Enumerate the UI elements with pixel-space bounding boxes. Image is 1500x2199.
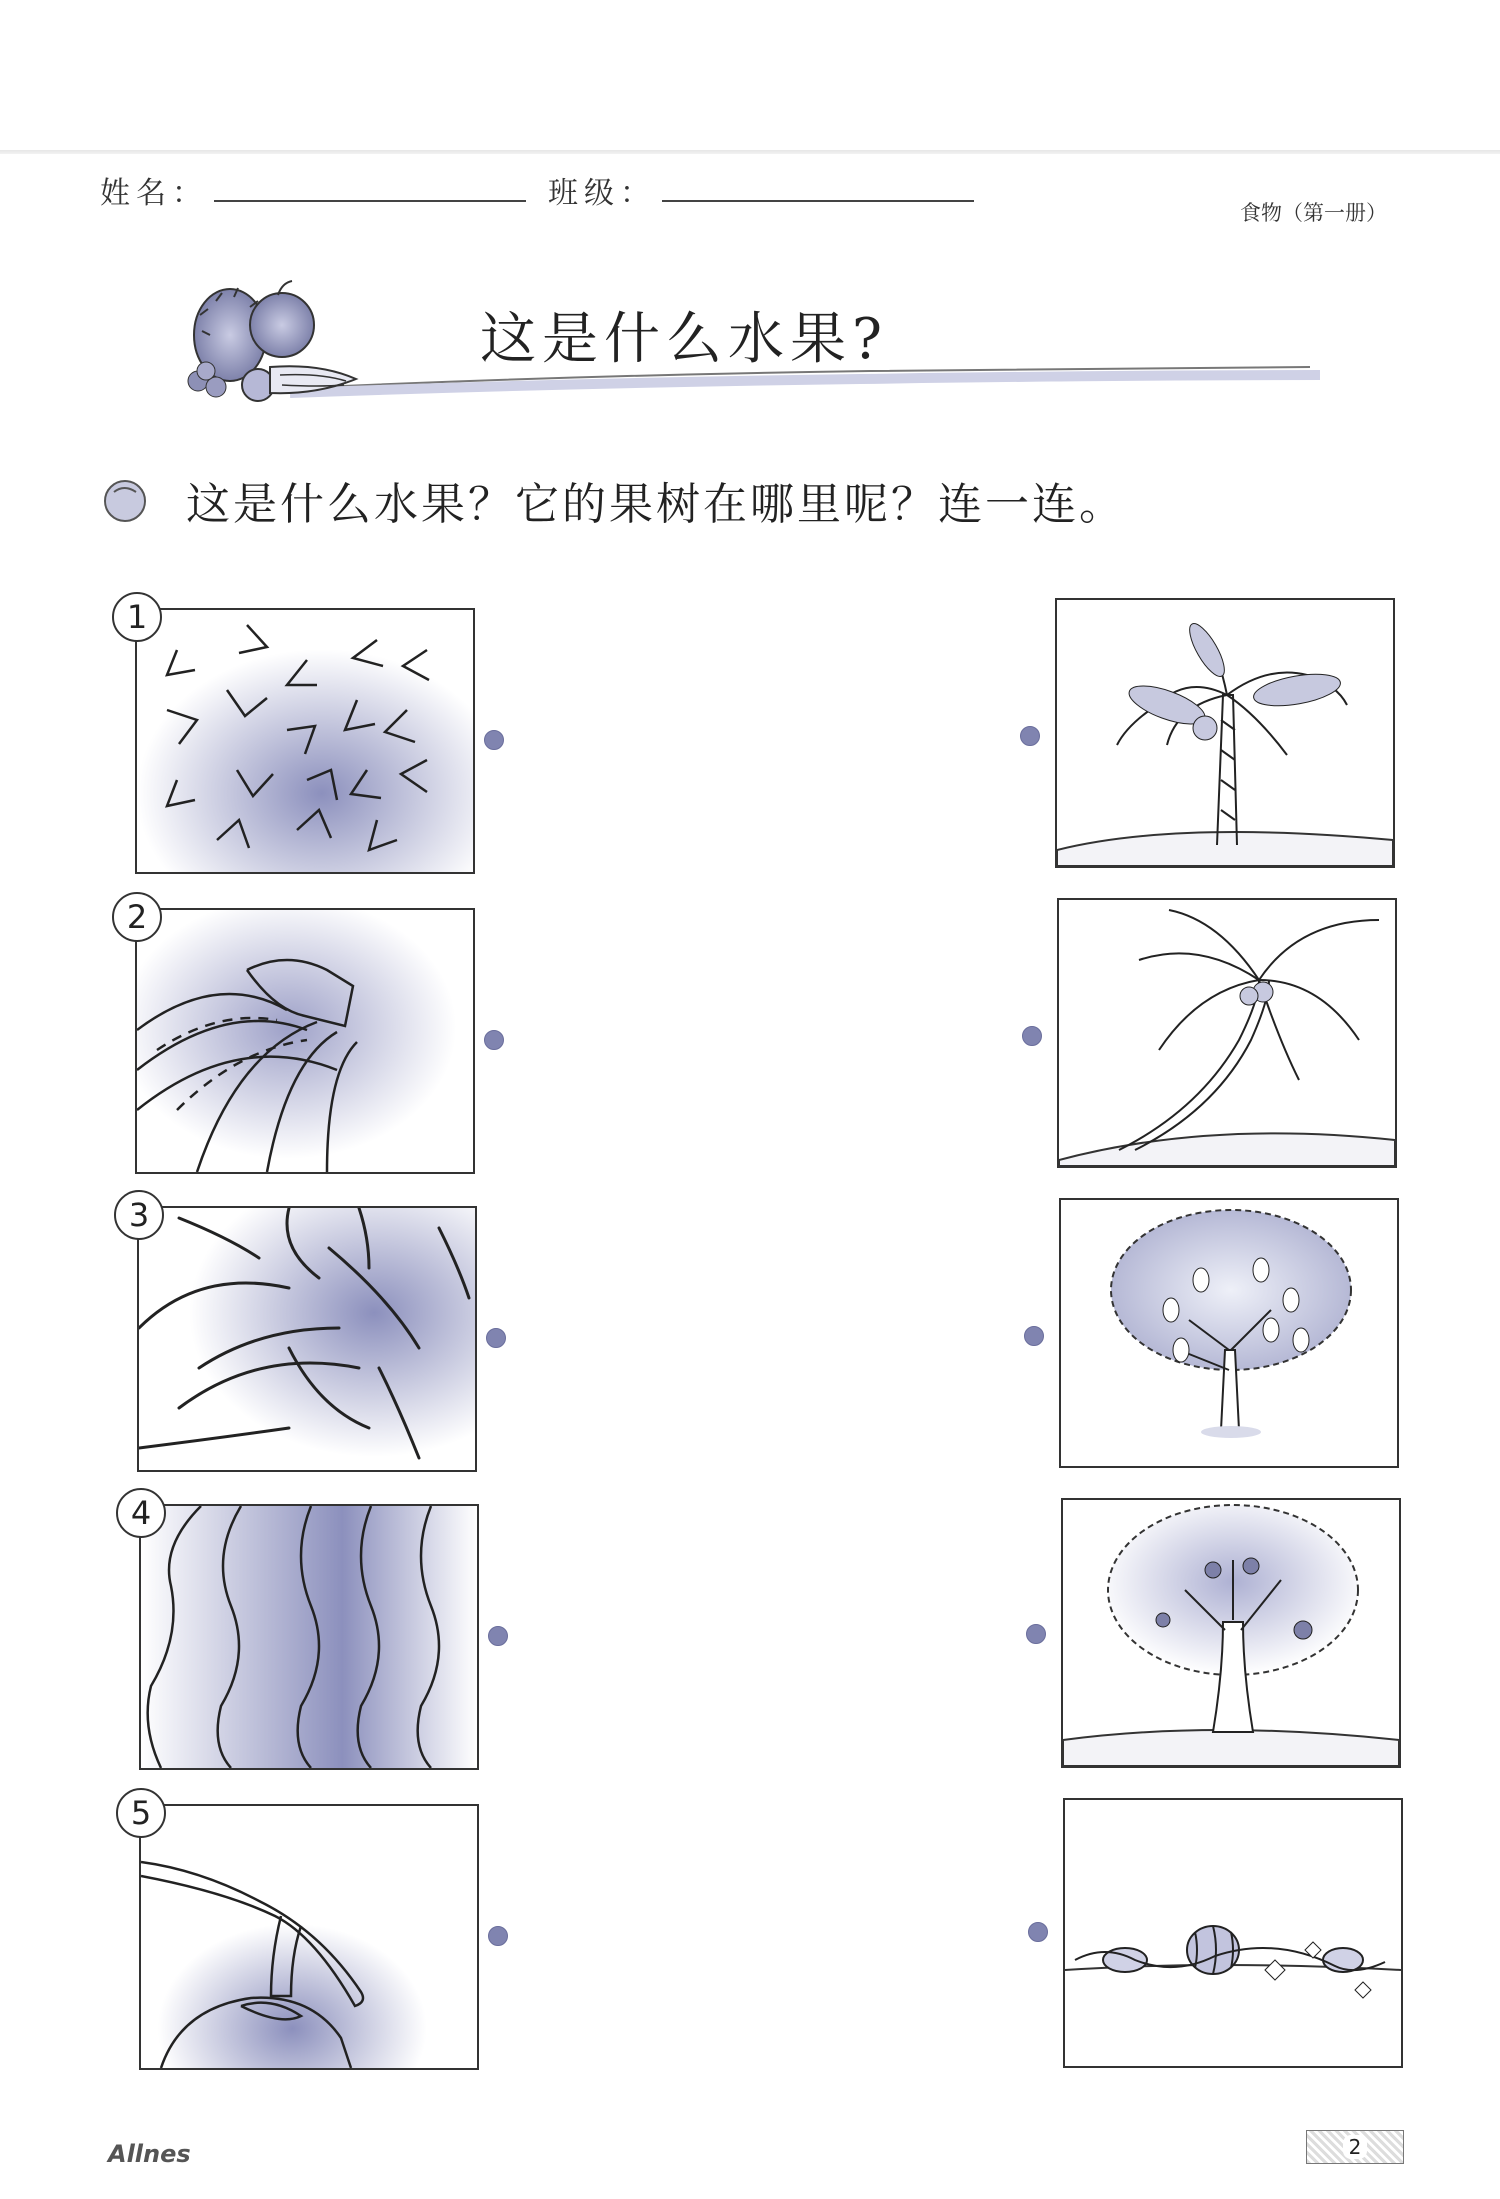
tree-3-connector-dot[interactable] [1024,1326,1044,1346]
bullet-icon [102,478,148,524]
banana-tree-icon [1057,600,1393,866]
fruit-number-2: 2 [112,892,162,942]
fruit-tree-icon [1063,1500,1399,1766]
name-label: 姓名： [100,176,208,211]
rambutan-hair-icon [139,1208,475,1470]
fruit-card-2 [135,908,475,1174]
mango-tree-icon [1061,1200,1397,1466]
tree-1-connector-dot[interactable] [1020,726,1040,746]
class-label: 班级： [548,176,656,211]
fruit-4-connector-dot[interactable] [488,1626,508,1646]
page-number [1306,2130,1404,2164]
series-label: 食物（第一册） [1240,201,1387,225]
publisher-logo: Allnes [108,2140,191,2168]
tree-card-2 [1057,898,1397,1168]
fruit-number-1: 1 [112,592,162,642]
page-number-text: 2 [1343,2135,1368,2159]
instruction-text: 这是什么水果？它的果树在哪里呢？连一连。 [186,479,1126,530]
fruit-card-4 [139,1504,479,1770]
tree-card-3 [1059,1198,1399,1468]
tree-4-connector-dot[interactable] [1026,1624,1046,1644]
fruit-5-connector-dot[interactable] [488,1926,508,1946]
watermelon-stripes-icon [141,1506,477,1768]
fruit-number-5: 5 [116,1788,166,1838]
watermelon-vine-icon [1065,1800,1401,2066]
tree-card-5 [1063,1798,1403,2068]
tree-2-connector-dot[interactable] [1022,1026,1042,1046]
page-title: 这是什么水果? [480,307,889,372]
fruit-number-3: 3 [114,1190,164,1240]
tree-card-4 [1061,1498,1401,1768]
tree-card-1 [1055,598,1395,868]
fruit-card-1 [135,608,475,874]
name-field[interactable] [214,200,526,202]
top-border [0,150,1500,154]
fruit-2-connector-dot[interactable] [484,1030,504,1050]
fruit-card-5 [139,1804,479,2070]
fruit-card-3 [137,1206,477,1472]
fruit-1-connector-dot[interactable] [484,730,504,750]
fruit-number-4: 4 [116,1488,166,1538]
fruit-3-connector-dot[interactable] [486,1328,506,1348]
mangosteen-stem-icon [141,1806,477,2068]
coconut-tree-icon [1059,900,1395,1166]
class-field[interactable] [662,200,974,202]
durian-skin-icon [137,610,473,872]
tree-5-connector-dot[interactable] [1028,1922,1048,1942]
banana-bunch-icon [137,910,473,1172]
